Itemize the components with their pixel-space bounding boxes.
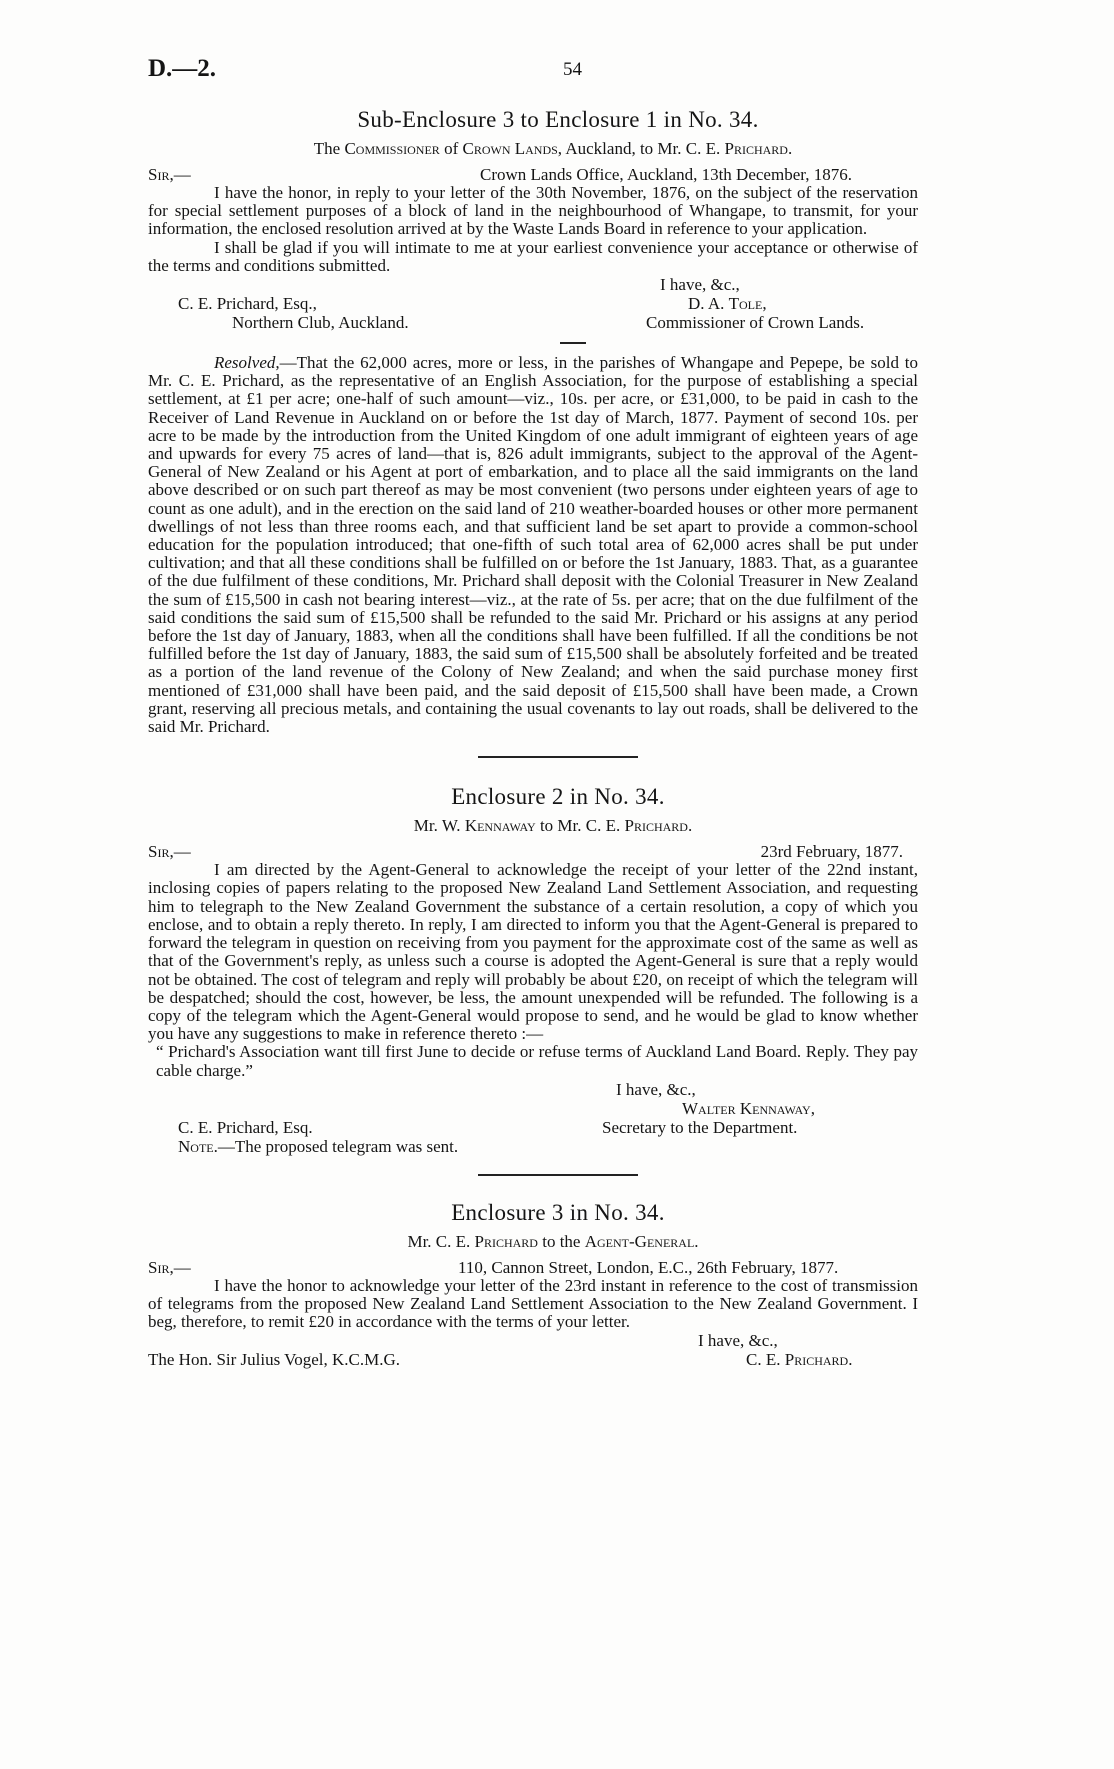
section-divider xyxy=(478,756,638,758)
closing: I have, &c., xyxy=(616,1079,696,1099)
letter-paragraph: I have the honor to acknowledge your letter of the 23rd instant in reference to the cost of transmission of telegrams from the proposed New Zealand Land Settlement Association to the New Zealand Government. I beg, therefore, to remit £20 in accordance with the terms of your letter. xyxy=(148,1275,918,1332)
page-header xyxy=(148,55,918,89)
salutation-row xyxy=(148,1258,918,1277)
letter-date: 23rd February, 1877. xyxy=(760,842,903,862)
signer-name: C. E. Prichard. xyxy=(746,1350,853,1370)
from-to-line: The Commissioner of Crown Lands, Auckland, to Mr. C. E. Prichard. xyxy=(313,139,793,158)
signer-name: D. A. Tole, xyxy=(688,294,767,314)
closing: I have, &c., xyxy=(698,1331,778,1351)
section-divider xyxy=(478,1174,638,1176)
signature-row-2 xyxy=(148,1118,918,1137)
closing: I have, &c., xyxy=(660,275,740,295)
signer-title: Secretary to the Department. xyxy=(602,1117,798,1137)
resolution-paragraph xyxy=(148,354,918,736)
addressee-name: The Hon. Sir Julius Vogel, K.C.M.G. xyxy=(148,1350,401,1370)
resolution-text: —That the 62,000 acres, more or less, in the parishes of Whangape and Pepepe, be sold to Mr. C. E. Prichard, as the representative of an English Association, for the purpose of establishing a special settlement, at £1 per acre; one-half of such amount—viz., 10s. per acre, or £31,000, to be paid in cash to the Receiver of Land Revenue in Auckland on or before the 1st day of March, 1877. Payment of second 10s. per acre to be made by the introduction from the United Kingdom of one adult immigrant of eighteen years of age and upwards for every 75 acres of land—that is, 826 adult immigrants, subject to the approval of the Agent-General of New Zealand or his Agent at port of embarkation, and to place all the said immigrants on the land above described or on such part thereof as may be most convenient (two persons under eighteen years of age to count as one adult), and in the erection on the said land of 210 weather-boarded houses or other more permanent dwellings of not less than three rooms each, and that sufficient land be set apart to provide a common-school education for the population introduced; that one-fifth of such total area of 62,000 acres shall be put under cultivation; and that all these conditions shall be fulfilled on or before the 1st January, 1883. That, as a guarantee of the due fulfilment of these conditions, Mr. Prichard shall deposit with the Colonial Treasurer in New Zealand the sum of £15,500 in cash not bearing interest—viz., at the rate of 5s. per acre; that on the due fulfilment of the said conditions the said sum of £15,500 shall be refunded to the said Mr. Prichard or his assigns at any period before the 1st day of January, 1883, when all the conditions shall have been fulfilled. If all the conditions be not fulfilled before the 1st day of January, 1883, the said sum of £15,500 shall be absolutely forfeited and be treated as a portion of the land revenue of the Colony of New Zealand; and when the said purchase money first mentioned of £31,000 shall have been paid, and the said deposit of £15,500 shall have been made, a Crown grant, reserving all precious metals, and containing the usual covenants to lay out roads, shall be delivered to the said Mr. Prichard. xyxy=(148,353,918,737)
place-date: Crown Lands Office, Auckland, 13th December, 1876. xyxy=(480,165,852,184)
telegram-quote: “ Prichard's Association want till first June to decide or refuse terms of Auckland Land Board. Reply. They pay cable charge.” xyxy=(156,1042,918,1080)
closing-row xyxy=(148,1331,918,1350)
resolved-label: Resolved, xyxy=(214,353,280,373)
letter-paragraph: I shall be glad if you will intimate to me at your earliest convenience your acceptance or otherwise of the terms and conditions submitted. xyxy=(148,237,918,275)
section-title: Enclosure 3 in No. 34. xyxy=(451,1199,665,1225)
signature-row xyxy=(148,1350,918,1369)
salutation-row xyxy=(148,842,918,861)
divider xyxy=(560,342,586,344)
signature-row-2 xyxy=(148,313,918,332)
note: Note.—The proposed telegram was sent. xyxy=(178,1136,459,1156)
closing-row xyxy=(148,1080,918,1099)
document-reference: D.—2. xyxy=(148,55,217,82)
signature-row xyxy=(148,1099,918,1118)
document-page xyxy=(148,55,918,1369)
letter-paragraph: I have the honor, in reply to your letter of the 30th November, 1876, on the subject of the reservation for special settlement purposes of a block of land in the neighbourhood of Whangape, to transmit, for your information, the enclosed resolution arrived at by the Waste Lands Board in reference to your application. xyxy=(148,183,918,239)
from-to-line: Mr. C. E. Prichard to the Agent-General. xyxy=(407,1231,699,1251)
closing-row xyxy=(148,275,918,294)
sub-enclosure-section xyxy=(148,107,918,736)
note-row xyxy=(148,1137,918,1156)
signer-name: Walter Kennaway, xyxy=(682,1098,815,1118)
signer-title: Commissioner of Crown Lands. xyxy=(646,313,865,333)
salutation: Sir,— xyxy=(148,842,191,862)
place-date: 110, Cannon Street, London, E.C., 26th February, 1877. xyxy=(458,1257,839,1277)
addressee-name: C. E. Prichard, Esq., xyxy=(178,294,317,314)
letter-paragraph: I am directed by the Agent-General to acknowledge the receipt of your letter of the 22nd instant, inclosing copies of papers relating to the proposed New Zealand Land Settlement Association, and requesting him to telegraph to the New Zealand Government the substance of a certain resolution, a copy of which you enclose, and to obtain a reply thereto. In reply, I am directed to inform you that the Agent-General is prepared to forward the telegram in question on receiving from you payment for the approximate cost of the same as well as that of the Government's reply, as unless such a course is adopted the Agent-General is sure that a reply would not be obtained. The cost of telegram and reply will probably be about £20, on receipt of which the telegram will be despatched; should the cost, however, be less, the amount unexpended will be refunded. The following is a copy of the telegram which the Agent-General would propose to send, and he would be glad to know whether you have any suggestions to make in reference thereto :— xyxy=(148,860,918,1044)
salutation-row xyxy=(148,165,918,184)
section-title: Enclosure 2 in No. 34. xyxy=(451,784,665,810)
from-to-line: Mr. W. Kennaway to Mr. C. E. Prichard. xyxy=(413,816,693,836)
section-title: Sub-Enclosure 3 to Enclosure 1 in No. 34. xyxy=(357,107,759,132)
enclosure-2-section xyxy=(148,784,918,1155)
addressee-place: Northern Club, Auckland. xyxy=(232,313,409,333)
salutation: Sir,— xyxy=(148,165,191,184)
salutation: Sir,— xyxy=(148,1257,191,1277)
signature-row xyxy=(148,294,918,313)
addressee-name: C. E. Prichard, Esq. xyxy=(178,1117,313,1137)
enclosure-3-section xyxy=(148,1200,918,1370)
page-number: 54 xyxy=(563,59,582,80)
